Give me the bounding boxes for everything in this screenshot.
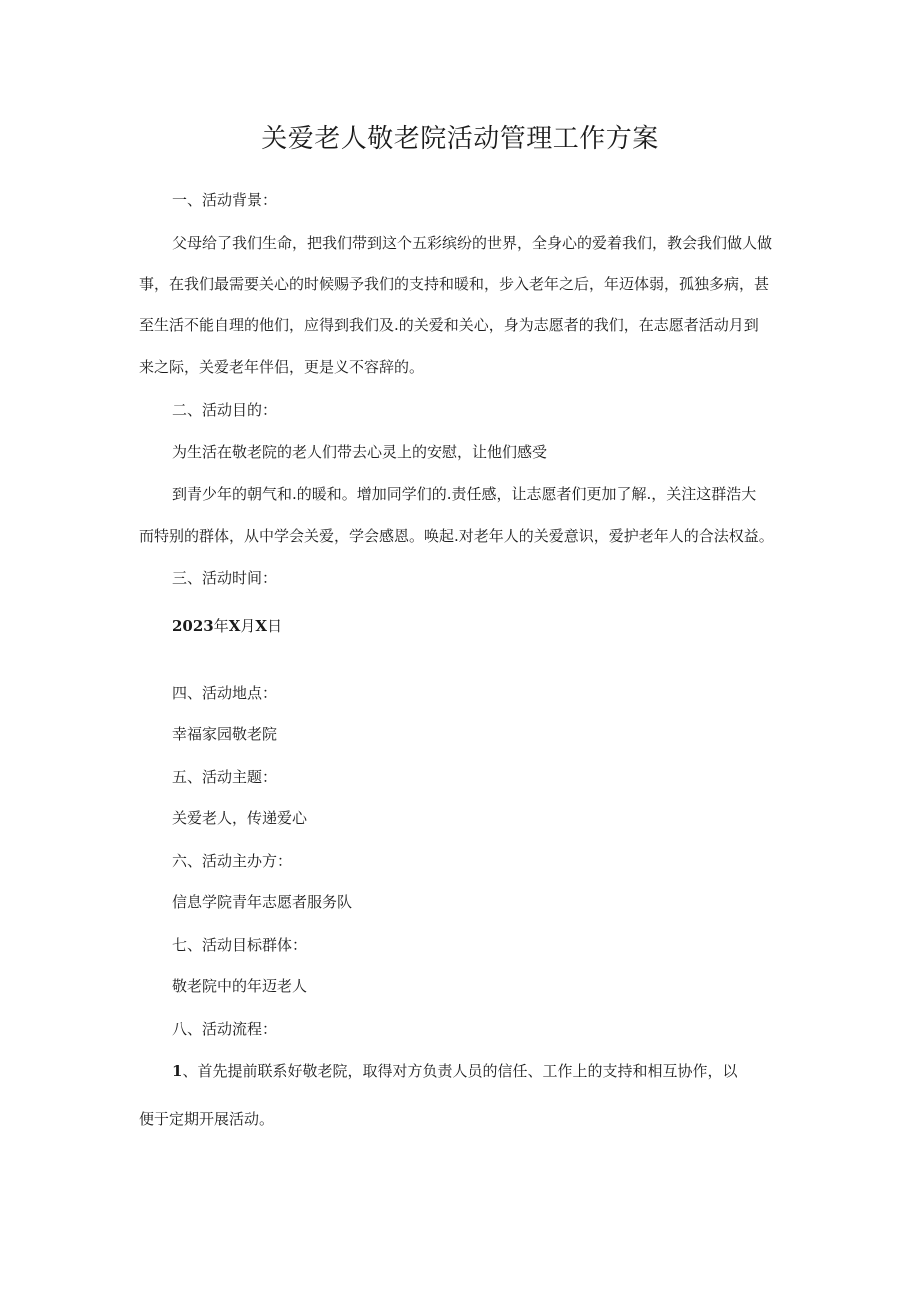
background-line-1: 父母给了我们生命，把我们带到这个五彩缤纷的世界，全身心的爱着我们，教会我们做人做 (172, 234, 773, 252)
background-line-2: 事，在我们最需要关心的时候赐予我们的支持和暖和，步入老年之后，年迈体弱，孤独多病，甚 (139, 275, 770, 293)
section-heading-location: 四、活动地点： (172, 684, 278, 702)
activity-date (172, 616, 282, 636)
page-title: 关爱老人敬老院活动管理工作方案 (261, 124, 659, 154)
location-value: 幸福家园敬老院 (172, 725, 278, 743)
section-heading-theme: 五、活动主题： (172, 768, 278, 786)
date-month: X (228, 617, 241, 635)
date-year-unit: 年 (213, 617, 229, 635)
process-step-1-number: 1 (172, 1062, 183, 1080)
section-heading-purpose: 二、活动目的： (172, 401, 278, 419)
purpose-line-2: 到青少年的朝气和.的暖和。增加同学们的.责任感，让志愿者们更加了解.，关注这群浩大 (172, 485, 757, 503)
target-value: 敬老院中的年迈老人 (172, 977, 308, 995)
purpose-line-3: 而特别的群体，从中学会关爱，学会感恩。唤起.对老年人的关爱意识，爱护老年人的合法权益。 (139, 527, 774, 545)
process-step-1-continuation: 便于定期开展活动。 (139, 1110, 275, 1128)
background-line-4: 来之际，关爱老年伴侣，更是义不容辞的。 (139, 358, 425, 376)
section-heading-background: 一、活动背景： (172, 191, 278, 209)
date-month-unit: 月 (240, 617, 256, 635)
section-heading-organizer: 六、活动主办方： (172, 852, 293, 870)
process-step-1 (172, 1061, 737, 1081)
date-day: X (255, 617, 268, 635)
date-year: 2023 (172, 617, 214, 635)
section-heading-target: 七、活动目标群体： (172, 936, 308, 954)
section-heading-time: 三、活动时间： (172, 569, 278, 587)
process-step-1-text: 、首先提前联系好敬老院，取得对方负责人员的信任、工作上的支持和相互协作，以 (182, 1062, 738, 1080)
date-day-unit: 日 (267, 617, 283, 635)
organizer-value: 信息学院青年志愿者服务队 (172, 893, 353, 911)
background-line-3: 至生活不能自理的他们，应得到我们及.的关爱和关心，身为志愿者的我们，在志愿者活动月到 (139, 316, 759, 334)
theme-value: 关爱老人，传递爱心 (172, 809, 308, 827)
purpose-line-1: 为生活在敬老院的老人们带去心灵上的安慰，让他们感受 (172, 443, 548, 461)
section-heading-process: 八、活动流程： (172, 1020, 278, 1038)
